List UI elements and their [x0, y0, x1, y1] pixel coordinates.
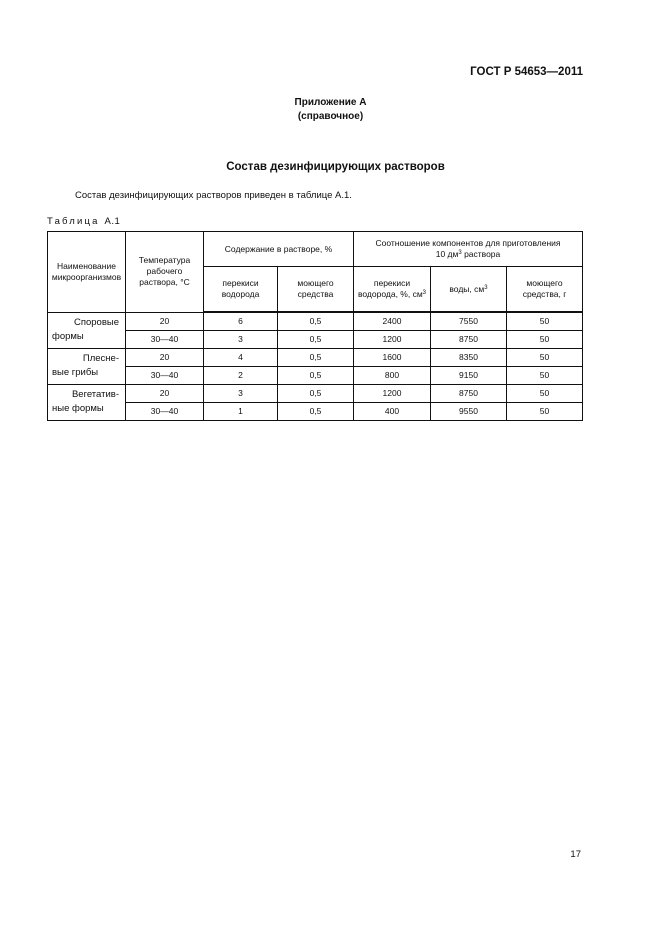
cell-ratio-peroxide: 800: [354, 367, 431, 385]
cell-ratio-detergent: 50: [507, 385, 583, 403]
cell-ratio-detergent: 50: [507, 349, 583, 367]
table-row: [48, 312, 583, 331]
table-caption-number: А.1: [104, 216, 121, 227]
cell-water: 9550: [431, 403, 507, 421]
cell-peroxide: 4: [204, 349, 278, 367]
header-water: воды, $см^3$: [431, 267, 507, 313]
cell-water: 8750: [431, 331, 507, 349]
cell-water: 8750: [431, 385, 507, 403]
cell-detergent: 0,5: [278, 403, 354, 421]
header-ratio-group-line2: 10 $дм^3$ раствора: [435, 249, 501, 259]
organism-name: Споровые формы: [48, 312, 126, 349]
header-ratio-group: [354, 232, 583, 267]
organism-name: Вегетатив- ные формы: [48, 385, 126, 421]
cell-ratio-detergent: 50: [507, 367, 583, 385]
header-detergent: моющего средства: [278, 267, 354, 313]
section-title: Состав дезинфицирующих растворов: [226, 161, 445, 173]
cell-ratio-peroxide: 400: [354, 403, 431, 421]
intro-paragraph: Состав дезинфицирующих растворов приведен в таблице А.1.: [75, 190, 352, 201]
page-number: 17: [570, 849, 581, 860]
cell-detergent: 0,5: [278, 367, 354, 385]
header-ratio-group-line1: Соотношение компонентов для приготовления: [375, 238, 561, 248]
cell-temperature: 30—40: [126, 331, 204, 349]
table-caption-word: Таблица: [47, 216, 100, 227]
cell-water: 9150: [431, 367, 507, 385]
cell-water: 8350: [431, 349, 507, 367]
header-name: Наименование микроорганизмов: [48, 232, 126, 313]
cell-detergent: 0,5: [278, 312, 354, 331]
organism-name: Плесне- вые грибы: [48, 349, 126, 385]
cell-water: 7550: [431, 312, 507, 331]
appendix-heading: [0, 96, 661, 124]
table-row: [48, 385, 583, 403]
table-row: [48, 349, 583, 367]
cell-peroxide: 2: [204, 367, 278, 385]
cell-ratio-detergent: 50: [507, 403, 583, 421]
table-row: [48, 403, 583, 421]
header-temperature: Температура рабочего раствора, °C: [126, 232, 204, 313]
header-content-group: Содержание в растворе, %: [204, 232, 354, 267]
cell-ratio-detergent: 50: [507, 331, 583, 349]
cell-detergent: 0,5: [278, 331, 354, 349]
cell-ratio-peroxide: 1200: [354, 331, 431, 349]
appendix-type: (справочное): [297, 111, 364, 122]
header-peroxide: перекиси водорода: [204, 267, 278, 313]
disinfectant-table: [47, 231, 583, 421]
header-ratio-peroxide: перекиси водорода, %, $см^3$: [354, 267, 431, 313]
cell-temperature: 30—40: [126, 403, 204, 421]
cell-temperature: 20: [126, 312, 204, 331]
cell-peroxide: 3: [204, 331, 278, 349]
cell-detergent: 0,5: [278, 349, 354, 367]
cell-ratio-detergent: 50: [507, 312, 583, 331]
header-ratio-detergent: моющего средства, г: [507, 267, 583, 313]
cell-ratio-peroxide: 1200: [354, 385, 431, 403]
table-row: [48, 367, 583, 385]
cell-peroxide: 3: [204, 385, 278, 403]
cell-temperature: 20: [126, 385, 204, 403]
cell-peroxide: 1: [204, 403, 278, 421]
cell-detergent: 0,5: [278, 385, 354, 403]
table-caption: [47, 216, 120, 227]
standard-number: ГОСТ Р 54653—2011: [470, 66, 583, 78]
cell-temperature: 20: [126, 349, 204, 367]
cell-peroxide: 6: [204, 312, 278, 331]
appendix-label: Приложение А: [294, 97, 367, 108]
cell-temperature: 30—40: [126, 367, 204, 385]
cell-ratio-peroxide: 2400: [354, 312, 431, 331]
cell-ratio-peroxide: 1600: [354, 349, 431, 367]
table-row: [48, 331, 583, 349]
